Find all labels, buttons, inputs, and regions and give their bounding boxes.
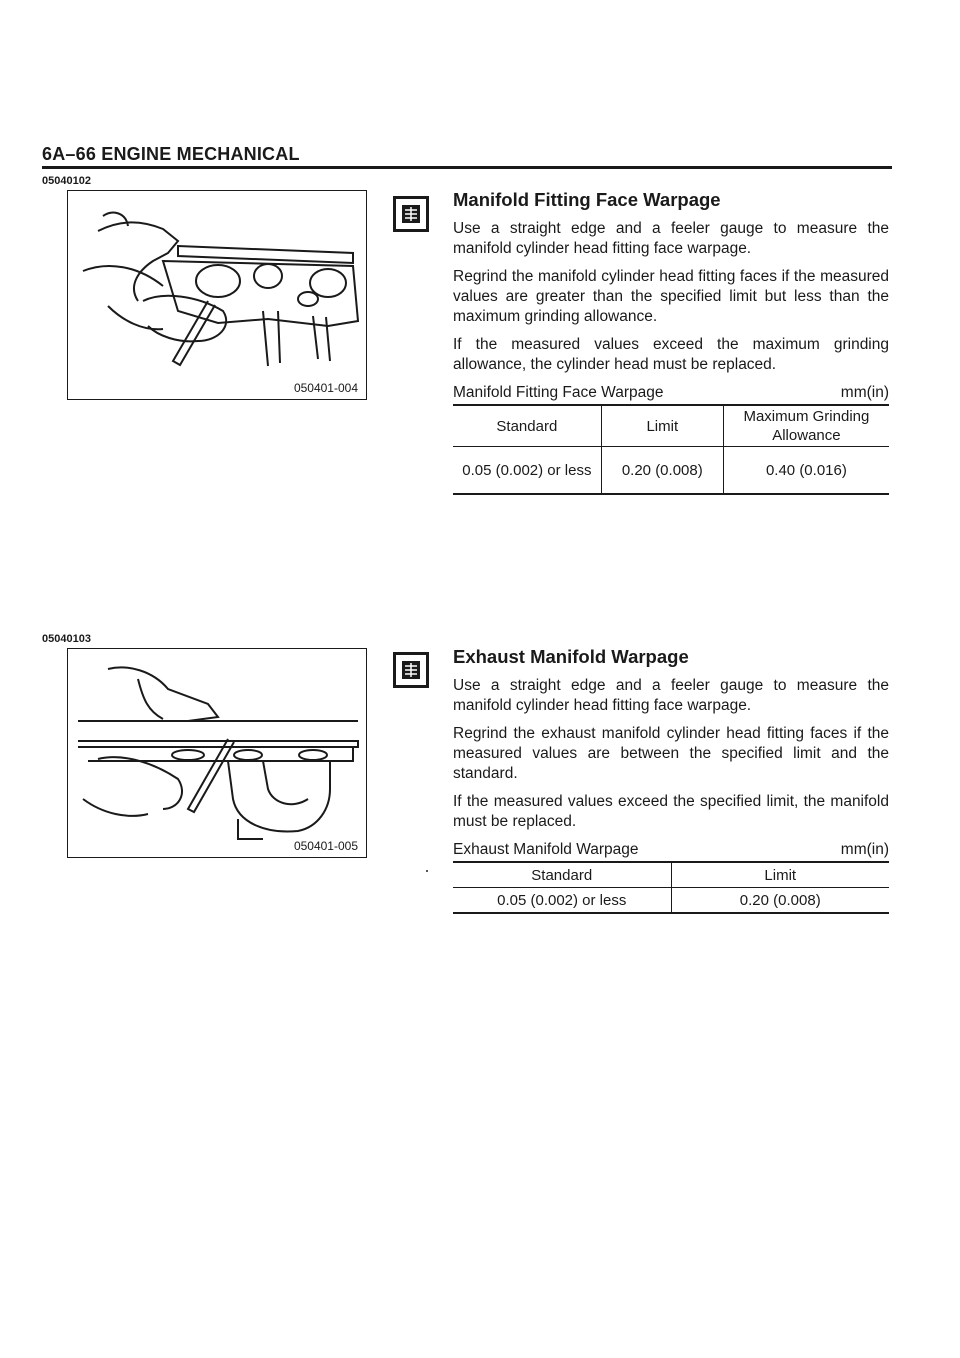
inspect-icon: [393, 652, 429, 688]
header-rule: [42, 166, 892, 169]
column-header: Standard: [453, 862, 671, 888]
figure-straight-edge-exhaust-manifold: [67, 648, 367, 858]
table-cell: 0.20 (0.008): [671, 888, 889, 914]
table-title: Manifold Fitting Face Warpage: [453, 384, 664, 401]
paragraph: If the measured values exceed the maximum grinding allowance, the cylinder head must be replaced.: [453, 336, 889, 373]
table-row: [453, 888, 889, 914]
column-header: Maximum Grinding Allowance: [723, 405, 889, 447]
figure-label: 050401-005: [293, 839, 358, 853]
paragraph: Use a straight edge and a feeler gauge to measure the manifold cylinder head fitting face warpage.: [453, 220, 889, 257]
figure-code: 05040102: [42, 175, 91, 187]
paragraph: Regrind the exhaust manifold cylinder head fitting faces if the measured values are between the specified limit and the standard.: [453, 725, 889, 782]
paragraph: Regrind the manifold cylinder head fitting faces if the measured values are greater than the specified limit but less than the maximum grinding allowance.: [453, 268, 889, 325]
section-heading: Manifold Fitting Face Warpage: [453, 189, 721, 210]
spec-table: [453, 861, 889, 914]
figure-code: 05040103: [42, 633, 91, 645]
section-exhaust-manifold-warpage: [453, 646, 889, 914]
figure-label: 050401-004: [293, 381, 358, 395]
table-row: [453, 447, 889, 495]
table-title: Exhaust Manifold Warpage: [453, 841, 639, 858]
section-heading: Exhaust Manifold Warpage: [453, 646, 689, 667]
manifold-illustration: [68, 191, 365, 398]
table-cell: 0.05 (0.002) or less: [497, 891, 627, 909]
inspect-icon: [393, 196, 429, 232]
column-header: Limit: [601, 405, 723, 447]
section-manifold-fitting-face-warpage: [453, 189, 889, 495]
column-header: Limit: [671, 862, 889, 888]
table-cell: 0.20 (0.008): [601, 447, 723, 495]
page-header: [42, 144, 892, 165]
table-unit: mm(in): [840, 384, 889, 401]
paragraph: Use a straight edge and a feeler gauge to measure the manifold cylinder head fitting face warpage.: [453, 677, 889, 714]
page-number: 6A–66: [42, 144, 97, 164]
table-caption: [453, 383, 889, 403]
table-unit: mm(in): [840, 841, 889, 858]
table-cell: 0.40 (0.016): [723, 447, 889, 495]
spec-table: [453, 404, 889, 495]
exhaust-manifold-illustration: [68, 649, 365, 856]
section-title: ENGINE MECHANICAL: [101, 144, 300, 164]
table-cell: 0.05 (0.002) or less: [462, 461, 592, 479]
speck: [426, 870, 428, 872]
column-header: Standard: [453, 405, 601, 447]
table-caption: [453, 840, 889, 860]
paragraph: If the measured values exceed the specified limit, the manifold must be replaced.: [453, 793, 889, 830]
figure-straight-edge-manifold: [67, 190, 367, 400]
